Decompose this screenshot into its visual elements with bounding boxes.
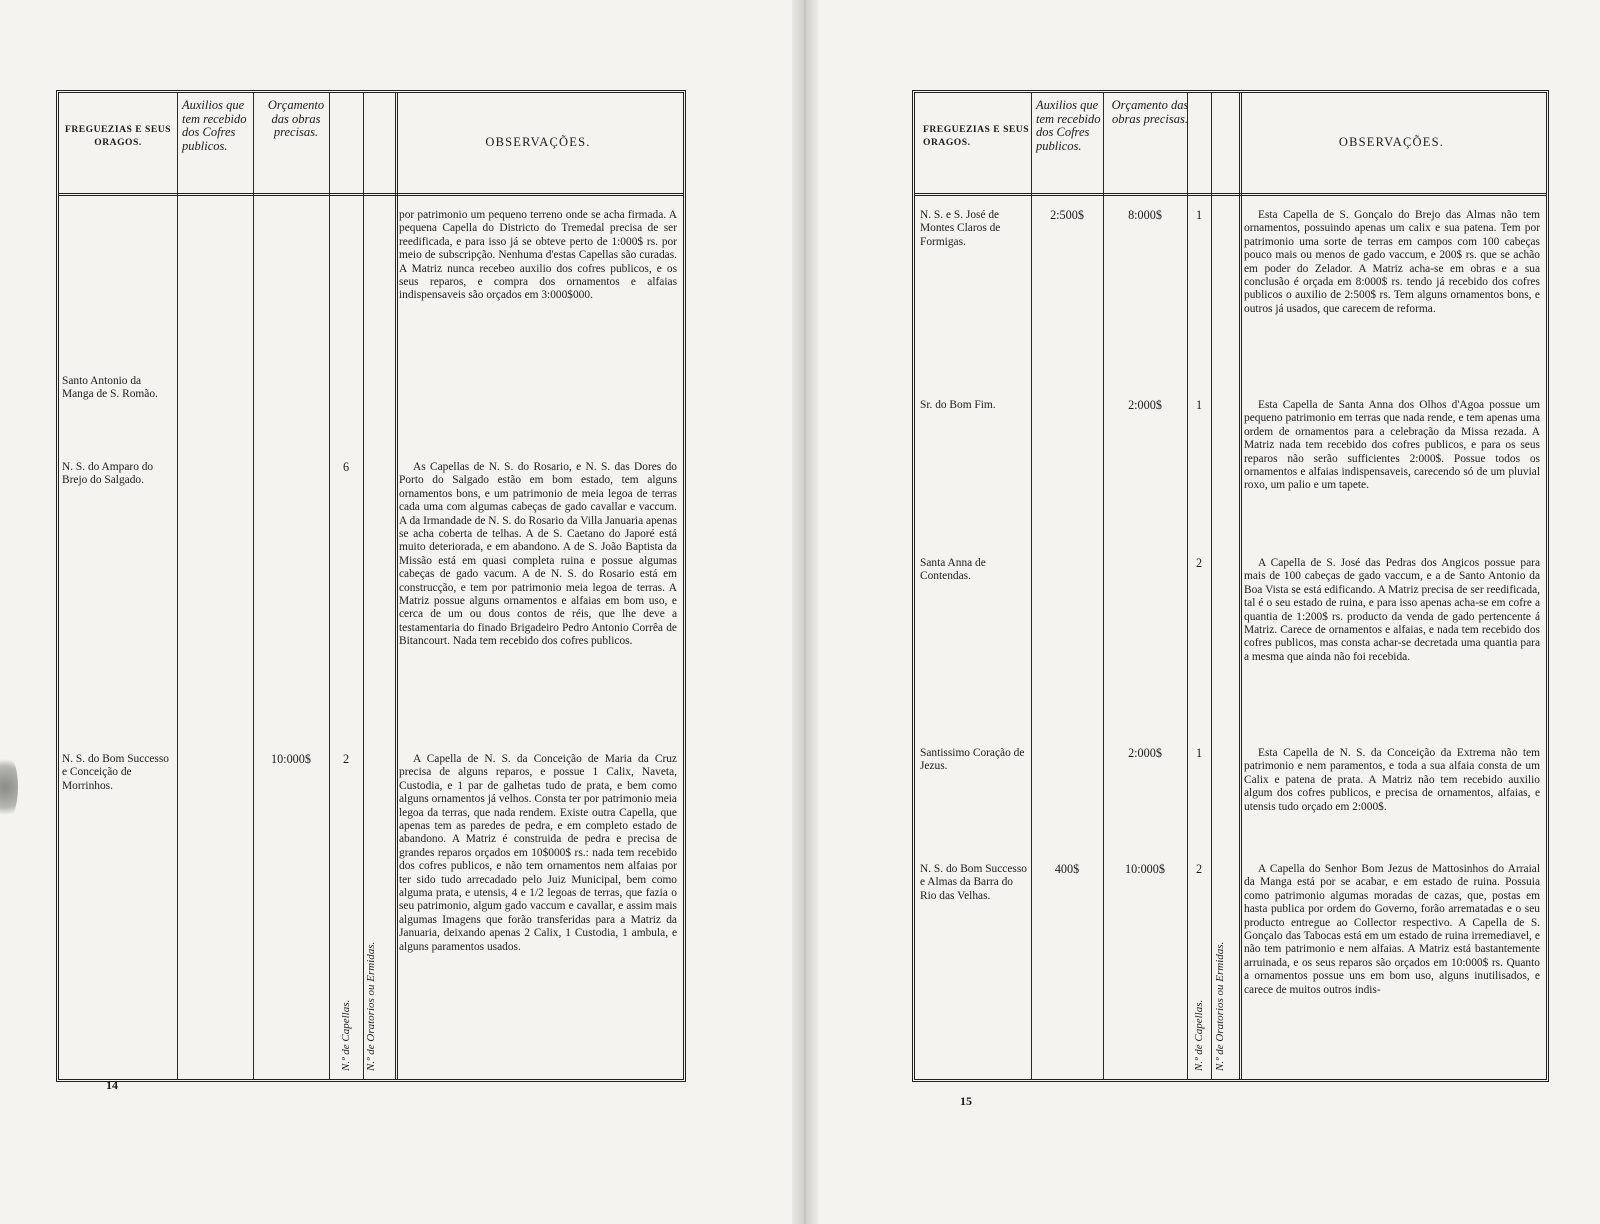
observation-text <box>397 753 679 954</box>
parish-name: Santissimo Coração de Jezus. <box>920 747 1025 773</box>
header-capellas: N.º de Capellas. <box>1193 999 1205 1071</box>
orcamento-value: 2:000$ <box>1128 398 1162 412</box>
capellas-count: 2 <box>1195 556 1203 570</box>
parish-name: N. S. do Bom Successo e Almas da Barra do Rio das Velhas. <box>920 863 1027 902</box>
parish-name: N. S. do Bom Successo e Conceição de Morrinhos. <box>62 753 169 792</box>
left-table <box>56 90 686 1082</box>
col-rule <box>1103 93 1104 1079</box>
header-auxilios: Auxilios que tem recebido dos Cofres publicos. <box>1036 98 1101 153</box>
header-orcamento: Orçamento das obras precisas. <box>1111 98 1189 126</box>
orcamento-value: 10:000$ <box>271 752 311 766</box>
page-number: 14 <box>106 1078 118 1092</box>
observation-text <box>1242 747 1542 814</box>
header-freguezias: FREGUEZIAS E SEUS ORAGOS. <box>923 124 1030 148</box>
header-oratorios: N.º de Oratorios ou Ermidas. <box>1214 941 1226 1071</box>
book-gutter <box>792 0 818 1224</box>
observation-body: Esta Capella de Santa Anna dos Olhos d'Agoa possue um pequeno patrimonio em terras que nada rende, e tem apenas uma ordem de ornamentos para a celebração da Missa rezada. A Matriz nada tem recebido dos cofres publicos, e para os seus reparos não serão sufficientes 2:000$. Possue todos os ornamentos e alfaias indispensaveis, carecendo só de um pluvial roxo, um palio e um tapete. <box>1244 399 1540 492</box>
header-observacoes: OBSERVAÇÕES. <box>1338 135 1445 149</box>
parish-name: N. S. e S. José de Montes Claros de Formigas. <box>920 209 1001 248</box>
col-rule <box>363 93 364 1079</box>
auxilios-value: 400$ <box>1054 862 1080 876</box>
observation-text: por patrimonio um pequeno terreno onde se acha firmada. A pequena Capella do Districto do Tremedal precisa de ser reedificada, e para isso já se obteve perto de 1:000$ rs. por meio de subscripção. Nenhuma d'estas Capellas são curadas. A Matriz nunca recebeo auxilio dos cofres publicos, e os seus reparos, e compra dos ornamentos e alfaias indispensaveis são orçados em 3:000$000. <box>399 209 677 302</box>
observation-text <box>397 461 679 649</box>
capellas-count: 1 <box>1195 746 1203 760</box>
auxilios-value: 2:500$ <box>1050 208 1084 222</box>
orcamento-value: 2:000$ <box>1128 746 1162 760</box>
observation-text <box>1242 863 1542 997</box>
capellas-count: 1 <box>1195 398 1203 412</box>
observation-body: As Capellas de N. S. do Rosario, e N. S. das Dores do Porto do Salgado estão em bom estado, tem alguns ornamentos bons, e um patrimonio de meia legoa de terras cada uma com algumas cabeças de gado cavallar e vaccum. A da Irmandade de N. S. do Rosario da Villa Januaria apenas se acha coberta de telhas. A de S. Caetano do Japoré está muito deteriorada, e em abandono. A de S. João Baptista da Missão está em quasi completa ruina e possue algumas cabeças de gado vacum. A de N. S. do Rosario está em construcção, e tem por patrimonio meia legoa de terras. A Matriz possue alguns ornamentos e alfaias em bom uso, e cerca de um ou dous contos de réis, que lhe deve a testamentaria do finado Brigadeiro Pedro Antonio Corrêa de Bitancourt. Nada tem recebido dos cofres publicos. <box>399 461 677 648</box>
parish-name: N. S. do Amparo do Brejo do Salgado. <box>62 461 154 487</box>
header-oratorios: N.º de Oratorios ou Ermidas. <box>365 941 377 1071</box>
observation-text <box>1242 399 1542 493</box>
header-observacoes: OBSERVAÇÕES. <box>485 135 591 149</box>
parish-name: Sr. do Bom Fim. <box>920 399 996 411</box>
col-rule <box>1211 93 1212 1079</box>
observation-body: Esta Capella de N. S. da Conceição da Extrema não tem patrimonio e nem paramentos, e toda a sua alfaia consta de um Calix e patena de prata. A Matriz não tem recebido auxilio algum dos cofres publicos, e precisa de ornamentos, alfaias, e utensis tudo orçado em 2:000$. <box>1244 747 1540 813</box>
col-rule <box>1187 93 1188 1079</box>
capellas-count: 2 <box>1195 862 1203 876</box>
parish-name: Santa Anna de Contendas. <box>920 557 986 583</box>
header-freguezias: FREGUEZIAS E SEUS ORAGOS. <box>64 124 172 148</box>
capellas-count: 1 <box>1195 208 1203 222</box>
header-capellas: N.º de Capellas. <box>340 999 352 1071</box>
observation-text <box>1242 557 1542 664</box>
orcamento-value: 10:000$ <box>1125 862 1165 876</box>
capellas-count: 2 <box>342 752 350 766</box>
observation-body: A Capella do Senhor Bom Jezus de Mattosinhos do Arraial da Manga está por se acabar, e em estado de ruina. Possuia como patrimonio algumas moradas de cazas, que, postas em hasta publica por ordem do Governo, forão arrematadas e o seu producto entregue ao Collector respectivo. A Capella de S. Gonçalo das Tabocas está em um estado de ruina irremediavel, e não tem patrimonio e nem alfaias. A Matriz está bastantemente arruinada, e os seus reparos são orçados em 10:000$ rs. Quanto a ornamentos possue uns em bom uso, alguns inutilisados, e carece de muitos outros indis- <box>1244 863 1540 996</box>
observation-body: Esta Capella de S. Gonçalo do Brejo das Almas não tem ornamentos, possuindo apenas um calix e sua patena. Tem por patrimonio uma sorte de terras em campos com 100 cabeças pouco mais ou menos de gado vaccum, e 200$ rs. que se achão em poder do Zelador. A Matriz acha-se em obras e a sua conclusão é orçada em 8:000$ rs. tendo já recebido dos cofres publicos o auxilio de 2:500$ rs. Tem alguns ornamentos bons, e outros já usados, que carecem de reforma. <box>1244 209 1540 315</box>
col-rule <box>253 93 254 1079</box>
ink-blot <box>0 752 18 822</box>
right-page <box>818 0 1600 1224</box>
observation-body: A Capella de S. José das Pedras dos Angicos possue para mais de 100 cabeças de gado vaccum, e a de Santo Antonio da Boa Vista se está edificando. A Matriz precisa de ser reedificada, tal é o seu estado de ruina, e para isso apenas acha-se em cofre a quantia de 1:200$ rs. producto da venda de gado pertencente á Matriz. Carece de ornamentos e alfaias, e nada tem recebido dos cofres publicos, mas consta achar-se decretada uma quantia para a mesma que ainda não foi recebida. <box>1244 557 1540 663</box>
capellas-count: 6 <box>342 460 350 474</box>
header-auxilios: Auxilios que tem recebido dos Cofres publicos. <box>182 98 247 153</box>
col-rule <box>329 93 330 1079</box>
page-number: 15 <box>960 1094 972 1108</box>
right-table <box>912 90 1549 1082</box>
left-page <box>0 0 792 1224</box>
observation-text <box>1242 209 1542 316</box>
header-orcamento: Orçamento das obras precisas. <box>267 98 325 139</box>
observation-body: A Capella de N. S. da Conceição de Maria da Cruz precisa de alguns reparos, e possue 1 Calix, Naveta, Custodia, e 1 par de galhetas tudo de prata, e bem como alguns ornamentos já velhos. Consta ter por patrimonio meia legoa da terras, que nada rendem. Existe outra Capella, que apenas tem as paredes de pedra, e em completo estado de abandono. A Matriz é construida de pedra e precisa de grandes reparos orçados em 10$000$ rs.: nada tem recebido dos cofres publicos, e não tem ornamentos nem alfaias por ter sido tudo arrecadado pelo Juiz Municipal, bem como alguma prata, e utensis, 4 e 1/2 legoas de terras, que fazia o seu patrimonio, algum gado vaccum e cavallar, e assim mais algumas Imagens que forão transferidas para a Matriz da Januaria, deixando apenas 2 Calix, 1 Custodia, 1 ambula, e alguns paramentos usados. <box>399 753 677 953</box>
orcamento-value: 8:000$ <box>1128 208 1162 222</box>
parish-name: Santo Antonio da Manga de S. Romão. <box>62 375 158 401</box>
col-rule <box>177 93 178 1079</box>
